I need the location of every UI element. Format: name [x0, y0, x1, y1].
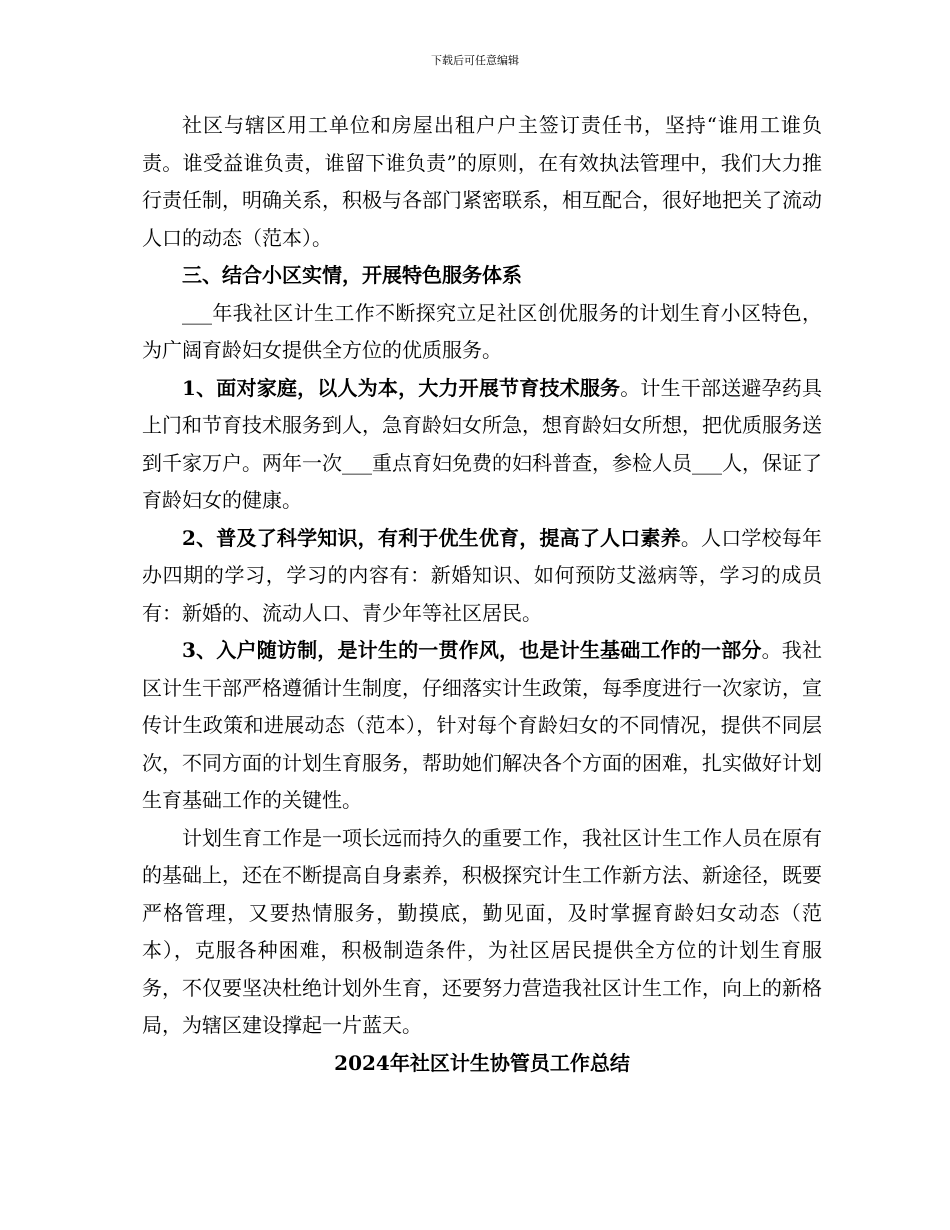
paragraph-conclusion: 计划生育工作是一项长远而持久的重要工作，我社区计生工作人员在原有的基础上，还在不断提高自身素养，积极探究计生工作新方法、新途径，既要严格管理，又要热情服务，勤摸底，勤见面，及时掌握育龄妇女动态（范本），克服各种困难，积极制造条件，为社区居民提供全方位的计划生育服务，不仅要坚决杜绝计划外生育，还要努力营造我社区计生工作，向上的新格局，为辖区建设撑起一片蓝天。	[142, 825, 822, 1037]
list-item-1-lead: 1、面对家庭，以人为本，大力开展节育技术服务	[182, 375, 621, 400]
list-item-1-body: 。计生干部送避孕药具上门和节育技术服务到人，急育龄妇女所急，想育龄妇女所想，把优质服务送到千家万户。两年一次___重点育妇免费的妇科普查，参检人员___人，保证了育龄妇女的健康。	[142, 375, 822, 512]
list-item-3-lead: 3、入户随访制，是计生的一贯作风，也是计生基础工作的一部分	[182, 638, 762, 662]
page-header: 下载后可任意编辑	[431, 54, 519, 67]
list-item-1	[142, 370, 822, 520]
list-item-2-body: 。人口学校每年办四期的学习，学习的内容有：新婚知识、如何预防艾滋病等，学习的成员有：新婚的、流动人口、青少年等社区居民。	[142, 525, 823, 625]
document-body	[142, 107, 822, 1082]
paragraph-responsibility: 社区与辖区用工单位和房屋出租户户主签订责任书，坚持“谁用工谁负责。谁受益谁负责，谁留下谁负责”的原则，在有效执法管理中，我们大力推行责任制，明确关系，积极与各部门紧密联系，相互配合，很好地把关了流动人口的动态（范本）。	[142, 113, 822, 250]
section-heading-3: 三、结合小区实情，开展特色服务体系	[182, 263, 522, 287]
list-item-3	[142, 632, 822, 820]
paragraph-section-intro: ___年我社区计生工作不断探究立足社区创优服务的计划生育小区特色，为广阔育龄妇女提供全方位的优质服务。	[142, 300, 822, 362]
list-item-2-lead: 2、普及了科学知识，有利于优生优育，提高了人口素养	[182, 525, 681, 550]
document-title: 2024年社区计生协管员工作总结	[334, 1050, 630, 1075]
list-item-3-body: 。我社区计生干部严格遵循计生制度，仔细落实计生政策，每季度进行一次家访，宣传计生政策和进展动态（范本），针对每个育龄妇女的不同情况，提供不同层次，不同方面的计划生育服务，帮助她们解决各个方面的困难，扎实做好计划生育基础工作的关键性。	[142, 638, 823, 812]
list-item-2	[142, 520, 822, 633]
